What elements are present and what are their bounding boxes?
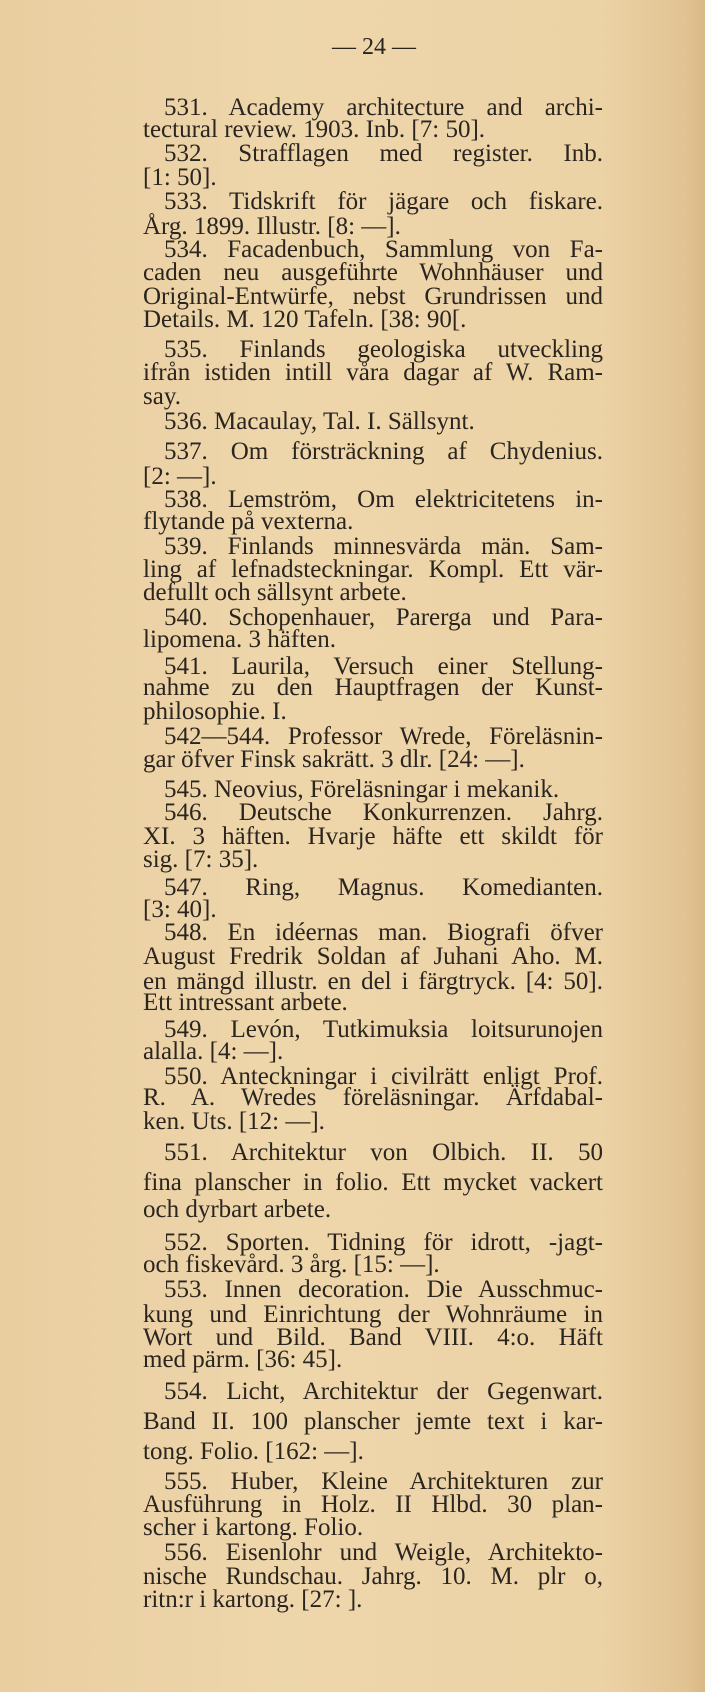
entry-line: nische Rundschau. Jahrg. 10. M. plr o,	[143, 1563, 603, 1590]
entry-first-line: 541. Laurila, Versuch einer Stellung-	[164, 653, 603, 680]
entry-line: Band II. 100 planscher jemte text i kar-	[143, 1408, 603, 1435]
entry-line: alalla. [4: —].	[143, 1038, 284, 1065]
entry-line: [1: 50].	[143, 164, 217, 191]
entry-first-line: 553. Innen decoration. Die Ausschmuc-	[164, 1276, 603, 1303]
entry-line: [2: —].	[143, 463, 217, 490]
entry-first-line: 540. Schopenhauer, Parerga und Para-	[164, 604, 603, 631]
entry-first-line: 546. Deutsche Konkurrenzen. Jahrg.	[164, 799, 603, 826]
entry-line: defullt och sällsynt arbete.	[143, 579, 407, 606]
page-number: — 24 —	[332, 34, 416, 60]
entry-line: tong. Folio. [162: —].	[143, 1438, 364, 1465]
entry-line: say.	[143, 383, 181, 410]
entry-first-line: 552. Sporten. Tidning för idrott, -jagt-	[164, 1229, 603, 1256]
entry-first-line: 556. Eisenlohr und Weigle, Architekto-	[164, 1539, 603, 1566]
entry-line: ritn:r i kartong. [27: ].	[143, 1586, 363, 1613]
entry-line: med pärm. [36: 45].	[143, 1346, 343, 1373]
entry-line: Årg. 1899. Illustr. [8: —].	[143, 213, 401, 240]
entry-first-line: 547. Ring, Magnus. Komedianten.	[164, 874, 603, 901]
entry-line: ken. Uts. [12: —].	[143, 1108, 325, 1135]
entry-line: August Fredrik Soldan af Juhani Aho. M.	[143, 943, 603, 970]
entry-line: R. A. Wredes föreläsningar. Ärfdabal-	[143, 1084, 603, 1111]
entry-first-line: 548. En idéernas man. Biografi öfver	[164, 919, 603, 946]
entry-line: ling af lefnadsteckningar. Kompl. Ett vär-	[143, 556, 603, 583]
entry-line: och fiskevård. 3 årg. [15: —].	[143, 1251, 440, 1278]
entry-first-line: 542—544. Professor Wrede, Föreläsnin-	[164, 723, 603, 750]
entry-line: caden neu ausgeführte Wohnhäuser und	[143, 259, 603, 286]
entry-first-line: 538. Lemström, Om elektricitetens in-	[164, 486, 603, 513]
entry-line: kung und Einrichtung der Wohnräume in	[143, 1301, 603, 1328]
entry-line: [3: 40].	[143, 896, 217, 923]
entry-line: och dyrbart arbete.	[143, 1196, 332, 1223]
entry-line: Ett intressant arbete.	[143, 989, 348, 1016]
entry-first-line: 531. Academy architecture and archi-	[164, 94, 603, 121]
entry-first-line: 539. Finlands minnesvärda män. Sam-	[164, 533, 603, 560]
entry-line: nahme zu den Hauptfragen der Kunst-	[143, 674, 603, 701]
entry-line: Details. M. 120 Tafeln. [38: 90[.	[143, 306, 467, 333]
entry-line: lipomena. 3 häften.	[143, 626, 336, 653]
entry-line: philosophie. I.	[143, 698, 287, 725]
entry-line: fina planscher in folio. Ett mycket vackert	[143, 1169, 603, 1196]
entry-line: ifrån istiden intill våra dagar af W. Ram-	[143, 359, 603, 386]
entry-first-line: 534. Facadenbuch, Sammlung von Fa-	[164, 236, 603, 263]
entry-first-line: 549. Levón, Tutkimuksia loitsurunojen	[164, 1016, 603, 1043]
entry-line: XI. 3 häften. Hvarje häfte ett skildt för	[143, 823, 603, 850]
entry-first-line: 537. Om försträckning af Chydenius.	[164, 438, 603, 465]
entry-line: sig. [7: 35].	[143, 846, 259, 873]
entry-line: Ausführung in Holz. II Hlbd. 30 plan-	[143, 1491, 603, 1518]
entry-first-line: 551. Architektur von Olbich. II. 50	[164, 1139, 603, 1166]
entry-first-line: 532. Strafflagen med register. Inb.	[164, 140, 603, 167]
entry-first-line: 545. Neovius, Föreläsningar i mekanik.	[164, 776, 560, 803]
entry-first-line: 535. Finlands geologiska utveckling	[164, 336, 603, 363]
entry-line: gar öfver Finsk sakrätt. 3 dlr. [24: —].	[143, 746, 525, 773]
entry-first-line: 536. Macaulay, Tal. I. Sällsynt.	[164, 408, 475, 435]
entry-line: tectural review. 1903. Inb. [7: 50].	[143, 116, 486, 143]
entry-line: Wort und Bild. Band VIII. 4:o. Häft	[143, 1324, 603, 1351]
entry-first-line: 555. Huber, Kleine Architekturen zur	[164, 1468, 603, 1495]
entry-line: scher i kartong. Folio.	[143, 1514, 364, 1541]
entry-first-line: 550. Anteckningar i civilrätt enligt Prof.	[164, 1063, 603, 1090]
entry-line: Original-Entwürfe, nebst Grundrissen und	[143, 283, 603, 310]
entry-line: flytande på vexterna.	[143, 508, 354, 535]
entry-first-line: 533. Tidskrift för jägare och fiskare.	[164, 188, 603, 215]
entry-line: en mängd illustr. en del i färgtryck. [4: 50].	[143, 968, 603, 995]
entry-first-line: 554. Licht, Architektur der Gegenwart.	[164, 1378, 603, 1405]
